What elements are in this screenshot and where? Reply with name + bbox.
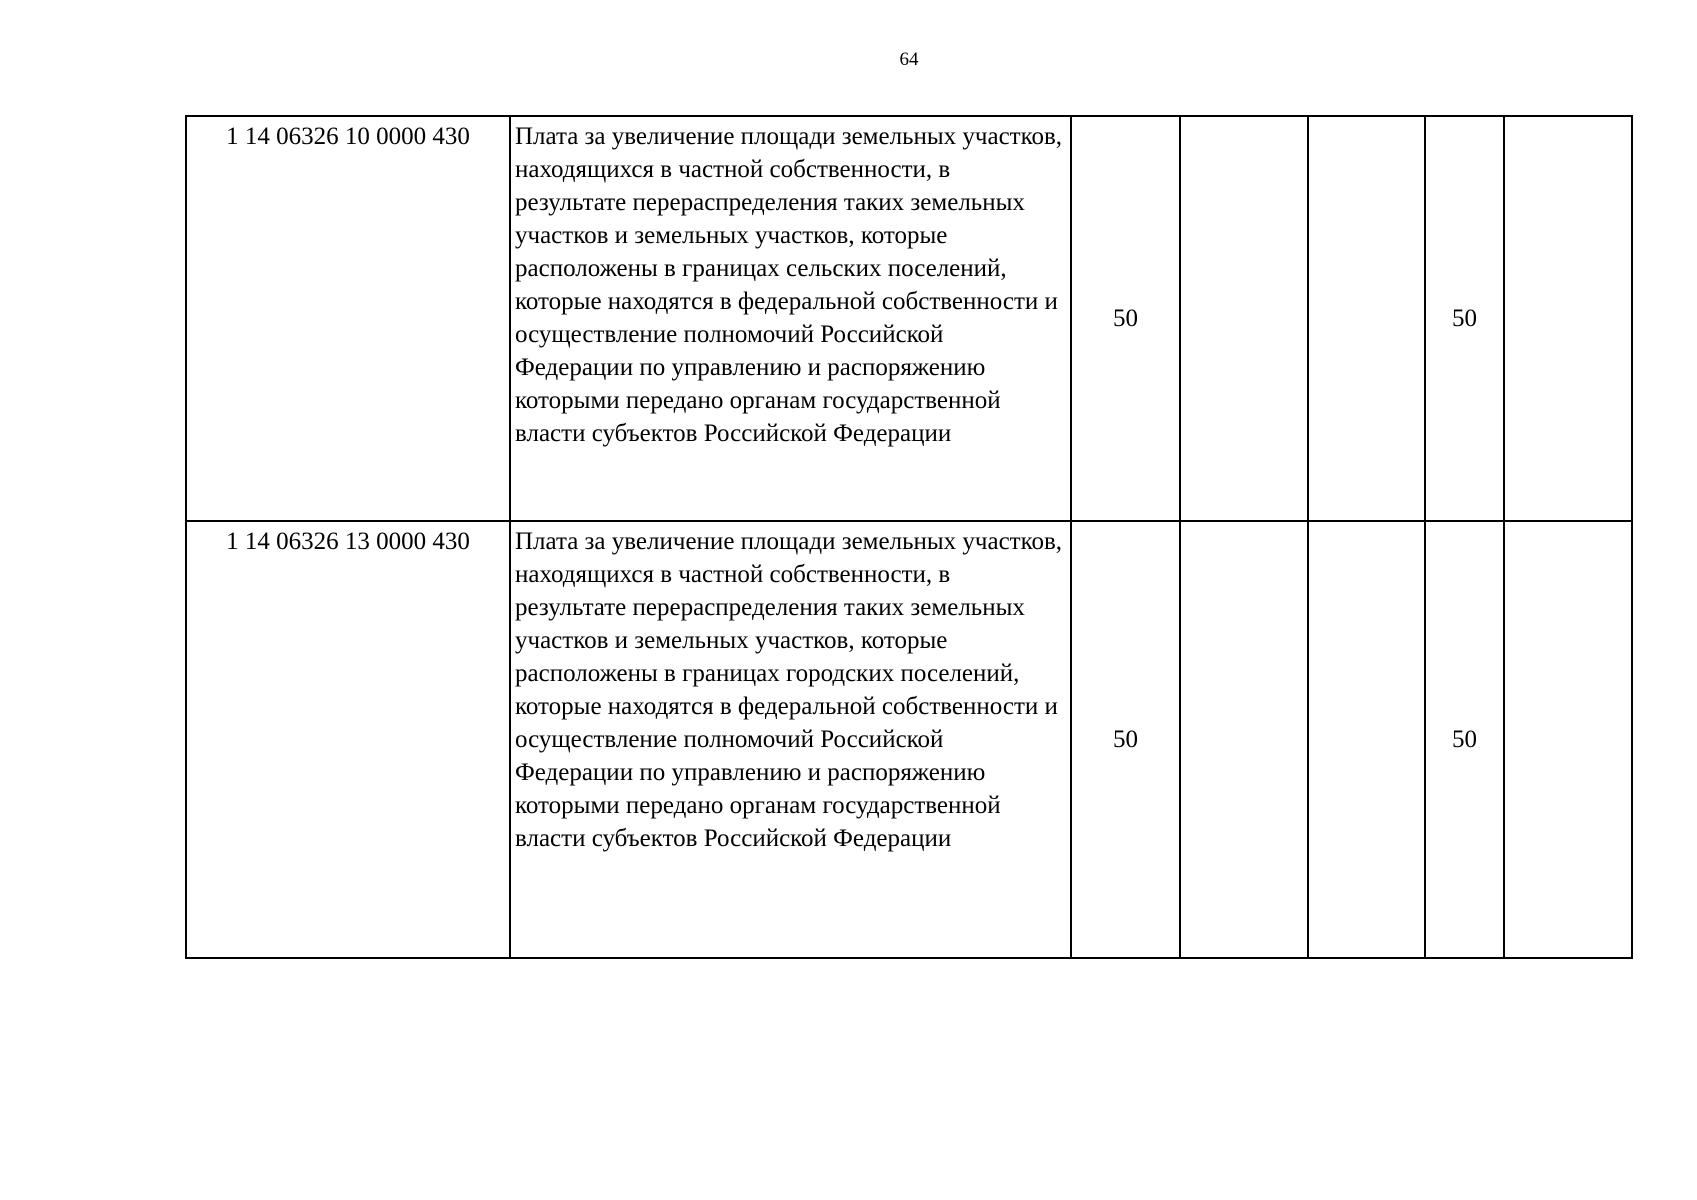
table-row (186, 116, 1632, 521)
page-number: 64 (899, 49, 919, 70)
value-cell-3 (1308, 521, 1425, 958)
value-cell-5 (1504, 521, 1632, 958)
value-cell-3 (1308, 116, 1425, 521)
revenue-description: Плата за увеличение площади земельных участков, находящихся в частной собственности, в результате перераспределения таких земельных участков и земельных участков, которые расположены в границах городских поселений, которые находятся в федеральной собственности и осуществление полномочий Российской Федерации по управлению и распоряжению которыми передано органам государственной власти субъектов Российской Федерации (510, 521, 1071, 958)
value-cell-4: 50 (1425, 521, 1504, 958)
value-cell-1: 50 (1071, 116, 1180, 521)
value-cell-2 (1180, 521, 1308, 958)
value-cell-2 (1180, 116, 1308, 521)
table-row (186, 521, 1632, 958)
value-cell-4: 50 (1425, 116, 1504, 521)
budget-classification-code: 1 14 06326 13 0000 430 (186, 521, 510, 958)
revenue-description: Плата за увеличение площади земельных участков, находящихся в частной собственности, в результате перераспределения таких земельных участков и земельных участков, которые расположены в границах сельских поселений, которые находятся в федеральной собственности и осуществление полномочий Российской Федерации по управлению и распоряжению которыми передано органам государственной власти субъектов Российской Федерации (510, 116, 1071, 521)
value-cell-5 (1504, 116, 1632, 521)
budget-revenue-table (185, 115, 1633, 959)
budget-classification-code: 1 14 06326 10 0000 430 (186, 116, 510, 521)
value-cell-1: 50 (1071, 521, 1180, 958)
